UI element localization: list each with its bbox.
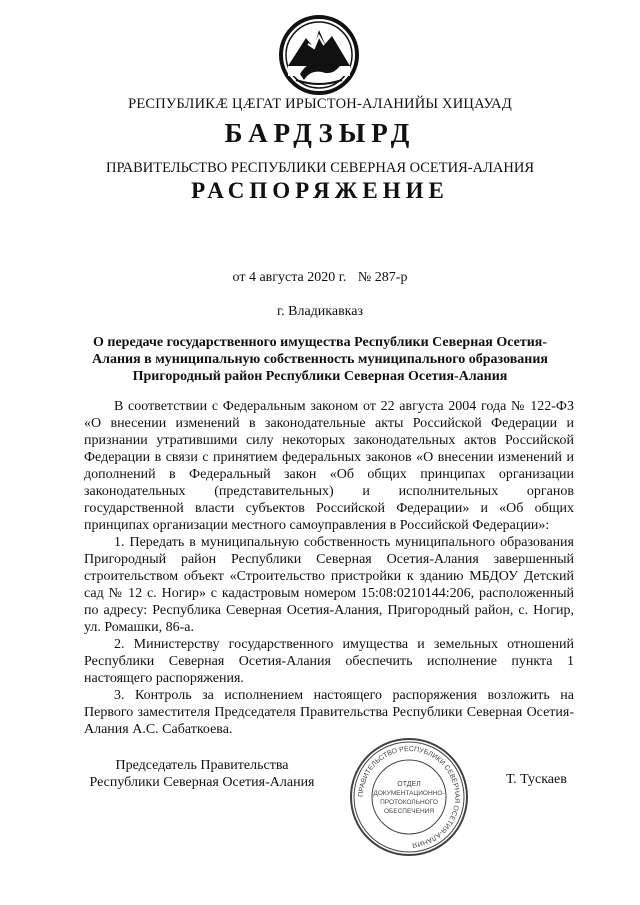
ossetian-doc-type: БАРДЗЫРД xyxy=(224,118,416,148)
ossetian-government-line: РЕСПУБЛИКӔ ЦӔГАТ ИРЫСТОН-АЛАНИЙЫ ХИЦАУАД xyxy=(128,96,512,112)
signatory-name: Т. Тускаев xyxy=(506,772,567,787)
russian-doc-type: РАСПОРЯЖЕНИЕ xyxy=(191,178,449,203)
body-paragraph-3: 3. Контроль за исполнением настоящего распоряжения возложить на Первого заместителя Председателя Правительства Республики Северная Осетия-Алания А.С. Сабаткоева. xyxy=(84,688,574,737)
body-paragraph-2: 2. Министерству государственного имущества и земельных отношений Республики Северная Осетия-Алания обеспечить исполнение пункта 1 настоящего распоряжения. xyxy=(84,637,574,686)
body-paragraph-1: 1. Передать в муниципальную собственность муниципального образования Пригородный район Республики Северная Осетия-Алания завершенный строительством объект «Строительство пристройки к зданию МБДОУ Детский сад № 12 с. Ногир» с кадастровым номером 15:08:0210144:206, расположенный по адресу: Республика Северная Осетия-Алания, Пригородный район, с. Ногир, ул. Ромашки, 86-а. xyxy=(84,535,574,635)
stamp-ring-text: ПРАВИТЕЛЬСТВО РЕСПУБЛИКИ СЕВЕРНАЯ ОСЕТИЯ-АЛАНИЯ xyxy=(357,745,461,848)
signatory-position-line1: Председатель Правительства xyxy=(115,758,289,773)
stamp-text-4: ОБЕСПЕЧЕНИЯ xyxy=(383,808,435,815)
russian-government-line: ПРАВИТЕЛЬСТВО РЕСПУБЛИКИ СЕВЕРНАЯ ОСЕТИЯ-АЛАНИЯ xyxy=(105,160,535,176)
signatory-position xyxy=(82,757,322,791)
date-number-line xyxy=(0,270,640,286)
stamp-text-2: ДОКУМЕНТАЦИОННО- xyxy=(373,790,445,797)
document-date: от 4 августа 2020 г. xyxy=(232,270,347,285)
official-seal-icon xyxy=(348,736,470,858)
stamp-text-1: ОТДЕЛ xyxy=(397,781,421,788)
stamp-text-3: ПРОТОКОЛЬНОГО xyxy=(380,799,438,806)
document-number: № 287-р xyxy=(357,270,408,285)
signatory-position-line2: Республики Северная Осетия-Алания xyxy=(89,775,315,790)
document-body xyxy=(84,398,574,738)
coat-of-arms-icon xyxy=(278,14,360,96)
document-title: О передаче государственного имущества Республики Северная Осетия-Алания в муниципальную собственность муниципального образования Пригородный район Республики Северная Осетия-Алания xyxy=(91,335,549,384)
body-paragraph-preamble: В соответствии с Федеральным законом от 22 августа 2004 года № 122-ФЗ «О внесении изменений в законодательные акты Российской Федерации и признании утратившими силу некоторых законодательных актов Российской Федерации в связи с принятием федеральных законов «О внесении изменений и дополнений в Федеральный закон «Об общих принципах организации законодательных (представительных) и исполнительных органов государственной власти субъектов Российской Федерации» и «Об общих принципах организации местного самоуправления в Российской Федерации»: xyxy=(84,399,574,533)
document-city: г. Владикавказ xyxy=(276,304,364,319)
